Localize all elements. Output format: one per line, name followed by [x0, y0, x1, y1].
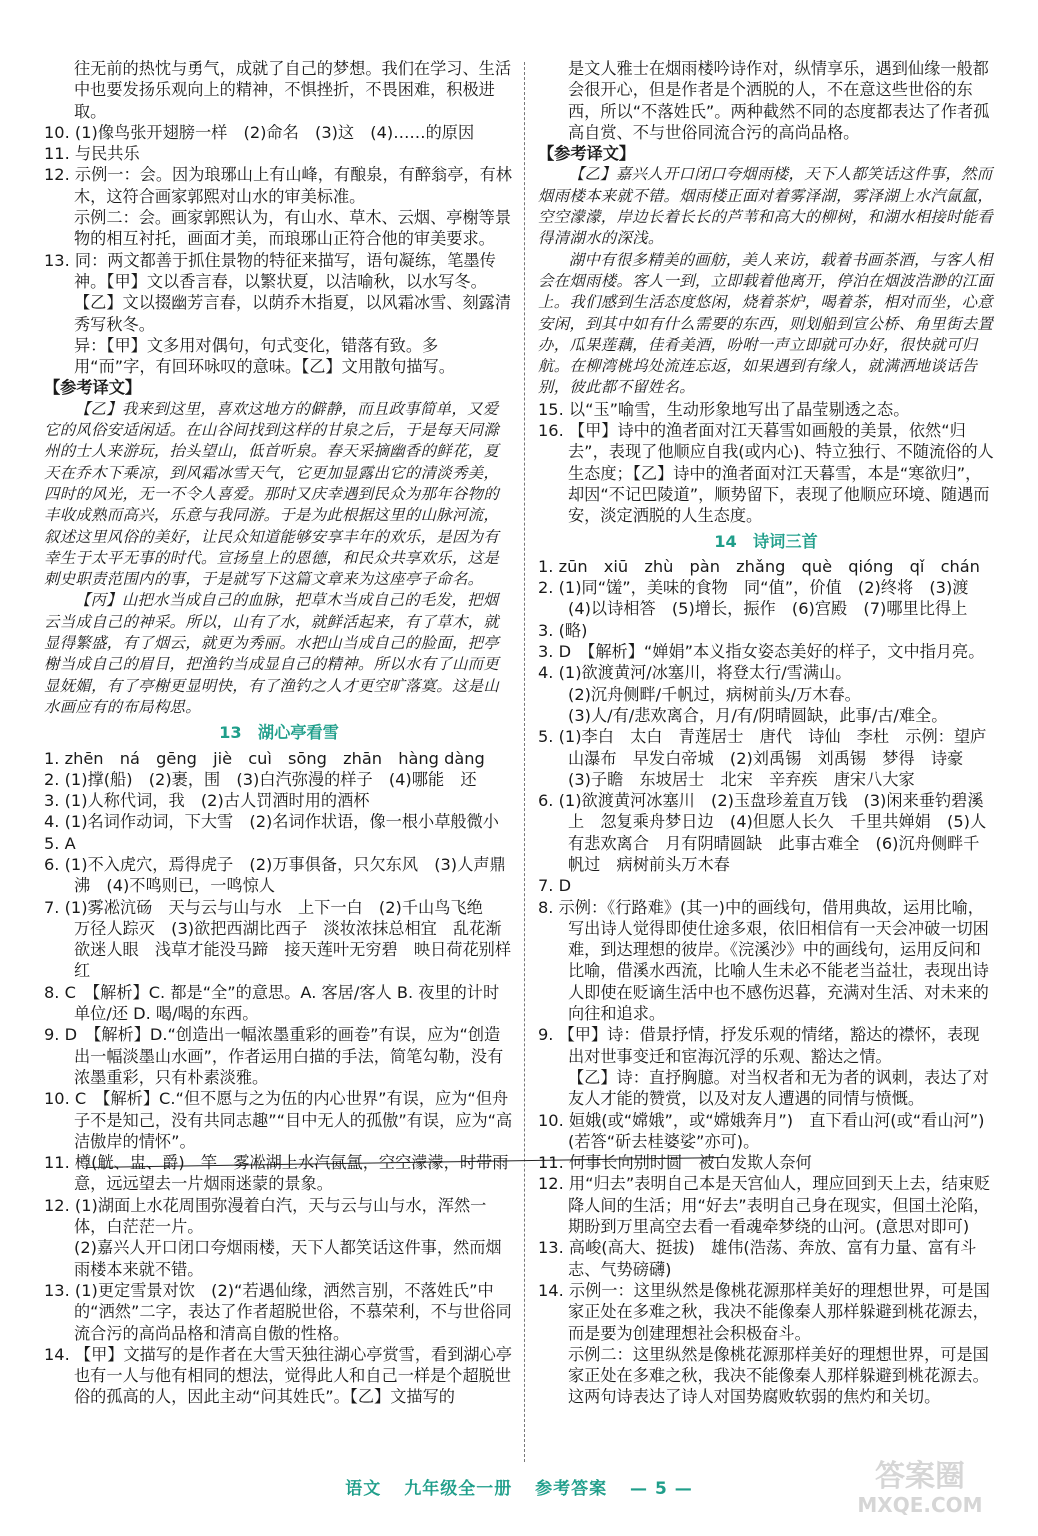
right-column — [538, 58, 994, 1408]
answer-item: 11. 何事长向别时圆 被白发欺人奈何 — [538, 1153, 812, 1173]
answer-item: 6. (1)欲渡黄河冰塞川 (2)玉盘珍羞直万钱 (3)闲来垂钓碧溪上 忽复乘舟梦日边 (4)但愿人长久 千里共婵娟 (5)人有悲欢离合 月有阴晴圆缺 此事古难全 (6)沉舟侧畔千帆过 病树前头万木春 — [538, 791, 987, 874]
answer-continuation: 异：【甲】文多用对偶句，句式变化，错落有致。多用“而”字，有回环咏叹的意味。【乙】文用散句描写。 — [74, 335, 455, 377]
section-header: 【参考译文】 — [538, 144, 636, 164]
answer-continuation: 是文人雅士在烟雨楼吟诗作对，纵情享乐，遇到仙缘一般都会很开心，但是作者是个洒脱的人，不在意这些世俗的东西，所以“不落姓氏”。两种截然不同的态度都表达了作者孤高自赏、不与世俗同流合污的高尚品格。 — [568, 59, 990, 142]
answer-item: 12. (1)湖面上水花周围弥漫着白汽，天与云与山与水，浑然一体，白茫茫一片。 — [44, 1195, 487, 1237]
translation-paragraph: 【丙】山把水当成自己的血脉，把草木当成自己的毛发，把烟云当成自己的神采。所以，山有了水，就鲜活起来，有了草木，就显得繁盛，有了烟云，就更为秀丽。水把山当成自己的脸面，把亭榭当成自己的眉目，把渔钓当成显自己的精神。所以水有了山而更显妩媚，有了亭榭更显明快，有了渔钓之人才更空旷落寞。这是山水画应有的布局构思。 — [44, 591, 500, 716]
answer-item: 8. C 【解析】C. 都是“全”的意思。A. 客居/客人 B. 夜里的计时单位/还 D. 喝/喝的东西。 — [44, 982, 500, 1024]
answer-continuation: (3)人/有/悲欢离合，月/有/阴晴圆缺，此事/古/难全。 — [568, 705, 948, 725]
answer-item: 5. (1)李白 太白 青莲居士 唐代 诗仙 李杜 示例：望庐山瀑布 早发白帝城 (2)刘禹锡 刘禹锡 梦得 诗豪 (3)子瞻 东坡居士 北宋 辛弃疾 唐宋八大家 — [538, 727, 987, 789]
answer-item: 10. 姮娥(或“嫦娥”，或“嫦娥奔月”) 直下看山河(或“看山河”)(若答“斫去桂婆娑”亦可)。 — [538, 1110, 985, 1151]
answer-item: 15. 以“玉”喻雪，生动形象地写出了晶莹剔透之态。 — [538, 399, 910, 419]
answer-continuation: (2)嘉兴人开口闭口夸烟雨楼，天下人都笑话这件事，然而烟雨楼本来就不错。 — [74, 1238, 502, 1279]
lesson-title: 14 诗词三首 — [714, 531, 818, 551]
answer-item: 10. (1)像鸟张开翅膀一样 (2)命名 (3)这 (4)……的原因 — [44, 122, 475, 142]
answer-item: 9. 【甲】诗：借景抒情，抒发乐观的情绪，豁达的襟怀，表现出对世事变迁和宦海沉浮的乐观、豁达之情。 — [538, 1025, 980, 1066]
answer-item: 4. (1)名词作动词，下大雪 (2)名词作状语，像一根小草般微小 — [44, 812, 499, 832]
answer-item: 3. D 【解析】“婵娟”本义指女姿态美好的样子，文中指月亮。 — [538, 642, 985, 662]
answer-item: 13. 同：两文都善于抓住景物的特征来描写，语句凝练，笔墨传神。【甲】文以香言春，以繁状夏，以洁喻秋，以水写冬。 — [44, 250, 496, 291]
translation-paragraph: 【乙】嘉兴人开口闭口夸烟雨楼，天下人都笑话这件事，然而烟雨楼本来就不错。烟雨楼正面对着雾泽湖，雾泽湖上水汽氤氲，空空濛濛，岸边长着长长的芦苇和高大的柳树，和湖水相接时能看得清湖水的深浅。 — [538, 165, 994, 248]
answer-item: 2. (1)同“馐”，美味的食物 同“值”，价值 (2)终将 (3)渡 — [538, 578, 969, 598]
answer-item: 1. zhēn ná gēng jiè cuì sōng zhān hàng dàng — [44, 748, 485, 768]
answer-item: 4. (1)欲渡黄河/冰塞川，将登太行/雪满山。 — [538, 663, 852, 683]
answer-item: 6. (1)不入虎穴，焉得虎子 (2)万事俱备，只欠东风 (3)人声鼎沸 (4)不鸣则已，一鸣惊人 — [44, 854, 506, 896]
answer-item: 7. (1)雾凇沆砀 天与云与山与水 上下一白 (2)千山鸟飞绝 万径人踪灭 (3)欲把西湖比西子 淡妆浓抹总相宜 乱花渐欲迷人眼 浅草才能没马蹄 接天莲叶无穷碧 映日荷花别样红 — [44, 897, 512, 981]
answer-item: 11. 与民共乐 — [44, 144, 140, 164]
answer-item: 11. 樽(觥、盅、爵) 竿 雾凇湖上水汽氤氲，空空濛濛，时带雨意，远远望去一片烟雨迷蒙的景象。 — [44, 1153, 509, 1194]
answer-item: 9. D 【解析】D.“创造出一幅浓墨重彩的画卷”有误，应为“创造出一幅淡墨山水画”，作者运用白描的手法，简笔勾勒，没有浓墨重彩，只有朴素淡雅。 — [44, 1025, 504, 1087]
answer-item: 1. zūn xiū zhù pàn zhǎng què qióng qǐ chán — [538, 556, 980, 576]
section-header: 【参考译文】 — [44, 378, 142, 398]
lesson-title: 13 湖心亭看雪 — [219, 723, 339, 743]
answer-continuation: (4)以诗相答 (5)增长，振作 (6)宫殿 (7)哪里比得上 — [568, 599, 968, 619]
translation-paragraph: 【乙】我来到这里，喜欢这地方的僻静，而且政事简单，又爱它的风俗安适闲适。在山谷间找到这样的甘泉之后，于是每天同滁州的士人来游玩，抬头望山，低首听泉。春天采摘幽香的鲜花，夏天在乔木下乘凉，到风霜冰雪天气，它更加显露出它的清淡秀美，四时的风光，无一不令人喜爱。那时又庆幸遇到民众为那年谷物的丰收成熟而高兴，乐意与我同游。于是为此根据这里的山脉河流，叙述这里风俗的美好，让民众知道能够安享丰年的欢乐，是因为有幸生于太平无事的时代。宣扬皇上的恩德，和民众共享欢乐，这是刺史职责范围内的事，于是就写下这篇文章来为这座亭子命名。 — [44, 399, 500, 589]
answer-item: 14. 示例一：这里纵然是像桃花源那样美好的理想世界，可是国家正处在多难之秋，我决不能像秦人那样躲避到桃花源去，而是要为创建理想社会积极奋斗。 — [538, 1280, 990, 1343]
answer-item: 12. 用“归去”表明自己本是天宫仙人，理应回到天上去，结束贬降人间的生活；用“好去”表明自己身在现实，但国土沦陷，期盼到万里高空去看一看魂牵梦绕的山河。(意思对即可) — [538, 1174, 991, 1237]
answer-item: 5. A — [44, 833, 76, 853]
answer-continuation: 往无前的热忱与勇气，成就了自己的梦想。我们在学习、生活中也要发扬乐观向上的精神，不惧挫折，不畏困难，积极进取。 — [74, 59, 512, 121]
footer-subject: 语文 — [345, 1479, 382, 1499]
answer-item: 16. 【甲】诗中的渔者面对江天暮雪如画般的美景，依然“归去”，表现了他顺应自我(或内心)、特立独行、不随流俗的人生态度；【乙】诗中的渔者面对江天暮雪，本是“寒欲归”，却因“不记巴陵道”，顺势留下，表现了他顺应环境、随遇而安，淡定洒脱的人生态度。 — [538, 421, 994, 526]
answer-item: 12. 示例一：会。因为琅琊山上有山峰，有酿泉，有醉翁亭，有林木，这符合画家郭熙对山水的审美标准。 — [44, 165, 512, 206]
answer-item: 10. C 【解析】C.“但不愿与之为伍的内心世界”有误，应为“但舟子不是知己，没有共同志趣”“目中无人的孤傲”有误，应为“高洁傲岸的情怀”。 — [44, 1089, 513, 1151]
watermark-text: 答案圈 — [875, 1459, 965, 1494]
translation-paragraph: 湖中有很多精美的画舫，美人来访，载着书画茶酒，与客人相会在烟雨楼。客人一到，立即载着他离开，停泊在烟波浩渺的江面上。我们感到生活态度悠闲，烧着茶炉，喝着茶，相对而坐，心意安闲，到其中如有什么需要的东西，则划船到宣公桥、角里街去置办，瓜果莲藕，佳肴美酒，吩咐一声立即就可办好，很快就可归航。在柳湾桃坞处流连忘返，如果遇到有缘人，就满洒地谈话告别，彼此都不留姓名。 — [538, 250, 994, 397]
answer-item: 3. (1)人称代词，我 (2)古人罚酒时用的酒杯 — [44, 791, 370, 811]
footer-section: 参考答案 — [535, 1479, 608, 1499]
answer-item: 13. 高峻(高大、挺拔) 雄伟(浩荡、奔放、富有力量、富有斗志、气势磅礴) — [538, 1238, 977, 1279]
answer-item: 13. (1)更定雪景对饮 (2)“若遇仙缘，洒然言别，不落姓氏”中的“洒然”二字，表达了作者超脱世俗，不慕荣利，不与世俗同流合污的高尚品格和清高自傲的性格。 — [44, 1280, 512, 1343]
answer-continuation: 【乙】文以掇幽芳言春，以荫乔木指夏，以风霜冰雪、刻露清秀写秋冬。 — [74, 293, 512, 334]
answer-item: 2. (1)撑(船) (2)裹，围 (3)白汽弥漫的样子 (4)哪能 还 — [44, 769, 477, 789]
answer-continuation: (2)沉舟侧畔/千帆过，病树前头/万木春。 — [568, 684, 861, 704]
answer-continuation: 【乙】诗：直抒胸臆。对当权者和无为者的讽刺，表达了对友人才能的赞赏，以及对友人遭遇的同情与愤慨。 — [568, 1067, 989, 1109]
footer-grade: 九年级全一册 — [404, 1479, 513, 1499]
page-number: — 5 — — [630, 1479, 693, 1499]
watermark-logo — [820, 1450, 1020, 1520]
left-column — [44, 58, 514, 1408]
answer-item: 8. 示例：《行路难》(其一)中的画线句，借用典故，运用比喻，写出诗人觉得即使仕途多艰，依旧相信有一天会冲破一切困难，到达理想的彼岸。《浣溪沙》中的画线句，运用反问和比喻，借溪水西流，比喻人生未必不能老当益壮，表现出诗人即使在贬谪生活中也不感伤迟暮，充满对生活、对未来的向往和追求。 — [538, 897, 989, 1024]
answer-continuation: 示例二：这里纵然是像桃花源那样美好的理想世界，可是国家正处在多难之秋，我决不能像秦人那样躲避到桃花源去。这两句诗表达了诗人对国势腐败软弱的焦灼和关切。 — [568, 1344, 989, 1407]
column-divider — [524, 62, 525, 1462]
answer-item: 7. D — [538, 876, 572, 896]
answer-item: 3. (略) — [538, 620, 588, 640]
watermark-url: MXQE.COM — [857, 1493, 983, 1517]
answer-continuation: 示例二：会。画家郭熙认为，有山水、草木、云烟、亭榭等景物的相互衬托，画面才美，而琅琊山正符合他的审美要求。 — [74, 208, 512, 249]
answer-item: 14. 【甲】文描写的是作者在大雪天独往湖心亭赏雪，看到湖心亭也有一人与他有相同的想法，觉得此人和自己一样是个超脱世俗的孤高的人，因此主动“问其姓氏”。【乙】文描写的 — [44, 1344, 512, 1407]
